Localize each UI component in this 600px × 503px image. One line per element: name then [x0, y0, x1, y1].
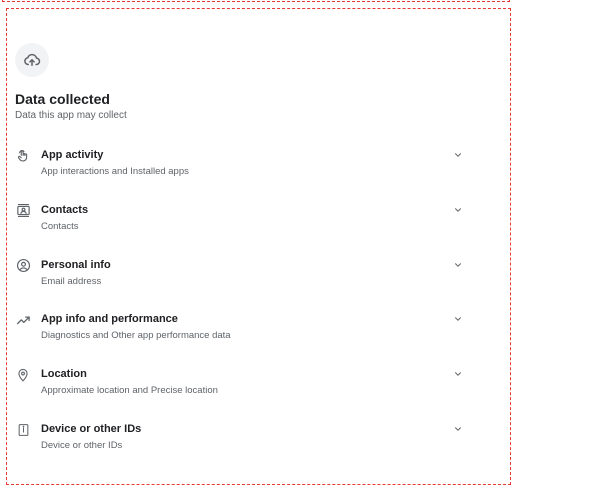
top-frame — [2, 0, 510, 2]
data-row-label: App activity — [41, 149, 104, 161]
chevron-down-icon[interactable] — [452, 149, 464, 161]
data-row-label: Location — [41, 368, 87, 381]
data-row-device-ids[interactable] — [0, 414, 480, 469]
chevron-down-icon[interactable] — [452, 259, 464, 271]
data-row-personal-info[interactable] — [0, 250, 480, 305]
section-title: Data collected — [15, 91, 110, 107]
data-row-contacts[interactable] — [0, 195, 480, 250]
data-row-app-info-performance[interactable] — [0, 304, 480, 359]
data-row-description: Device or other IDs — [41, 439, 123, 451]
touch-hand-icon — [15, 148, 31, 164]
chevron-down-icon[interactable] — [452, 368, 464, 380]
data-row-app-activity[interactable] — [0, 140, 480, 195]
data-row-description: Contacts — [41, 220, 79, 232]
device-id-icon — [15, 422, 31, 438]
section-subtitle: Data this app may collect — [15, 110, 127, 121]
chevron-down-icon[interactable] — [452, 313, 464, 325]
chevron-down-icon[interactable] — [452, 204, 464, 216]
contacts-card-icon — [15, 203, 31, 219]
data-types-list — [0, 140, 480, 469]
location-pin-icon — [15, 367, 31, 383]
data-row-label: Personal info — [41, 258, 111, 271]
data-row-description: Email address — [41, 275, 102, 287]
data-row-description: Diagnostics and Other app performance data — [41, 330, 231, 342]
data-row-location[interactable] — [0, 359, 480, 414]
data-row-description: App interactions and Installed apps — [41, 166, 189, 177]
data-row-label: App info and performance — [41, 313, 178, 326]
account-circle-icon — [15, 258, 31, 274]
cloud-upload-icon — [15, 43, 49, 77]
data-row-label: Device or other IDs — [41, 422, 142, 435]
data-row-label: Contacts — [41, 203, 89, 216]
performance-trend-icon — [15, 312, 31, 328]
data-row-description: Approximate location and Precise location — [41, 385, 218, 397]
chevron-down-icon[interactable] — [452, 423, 464, 435]
